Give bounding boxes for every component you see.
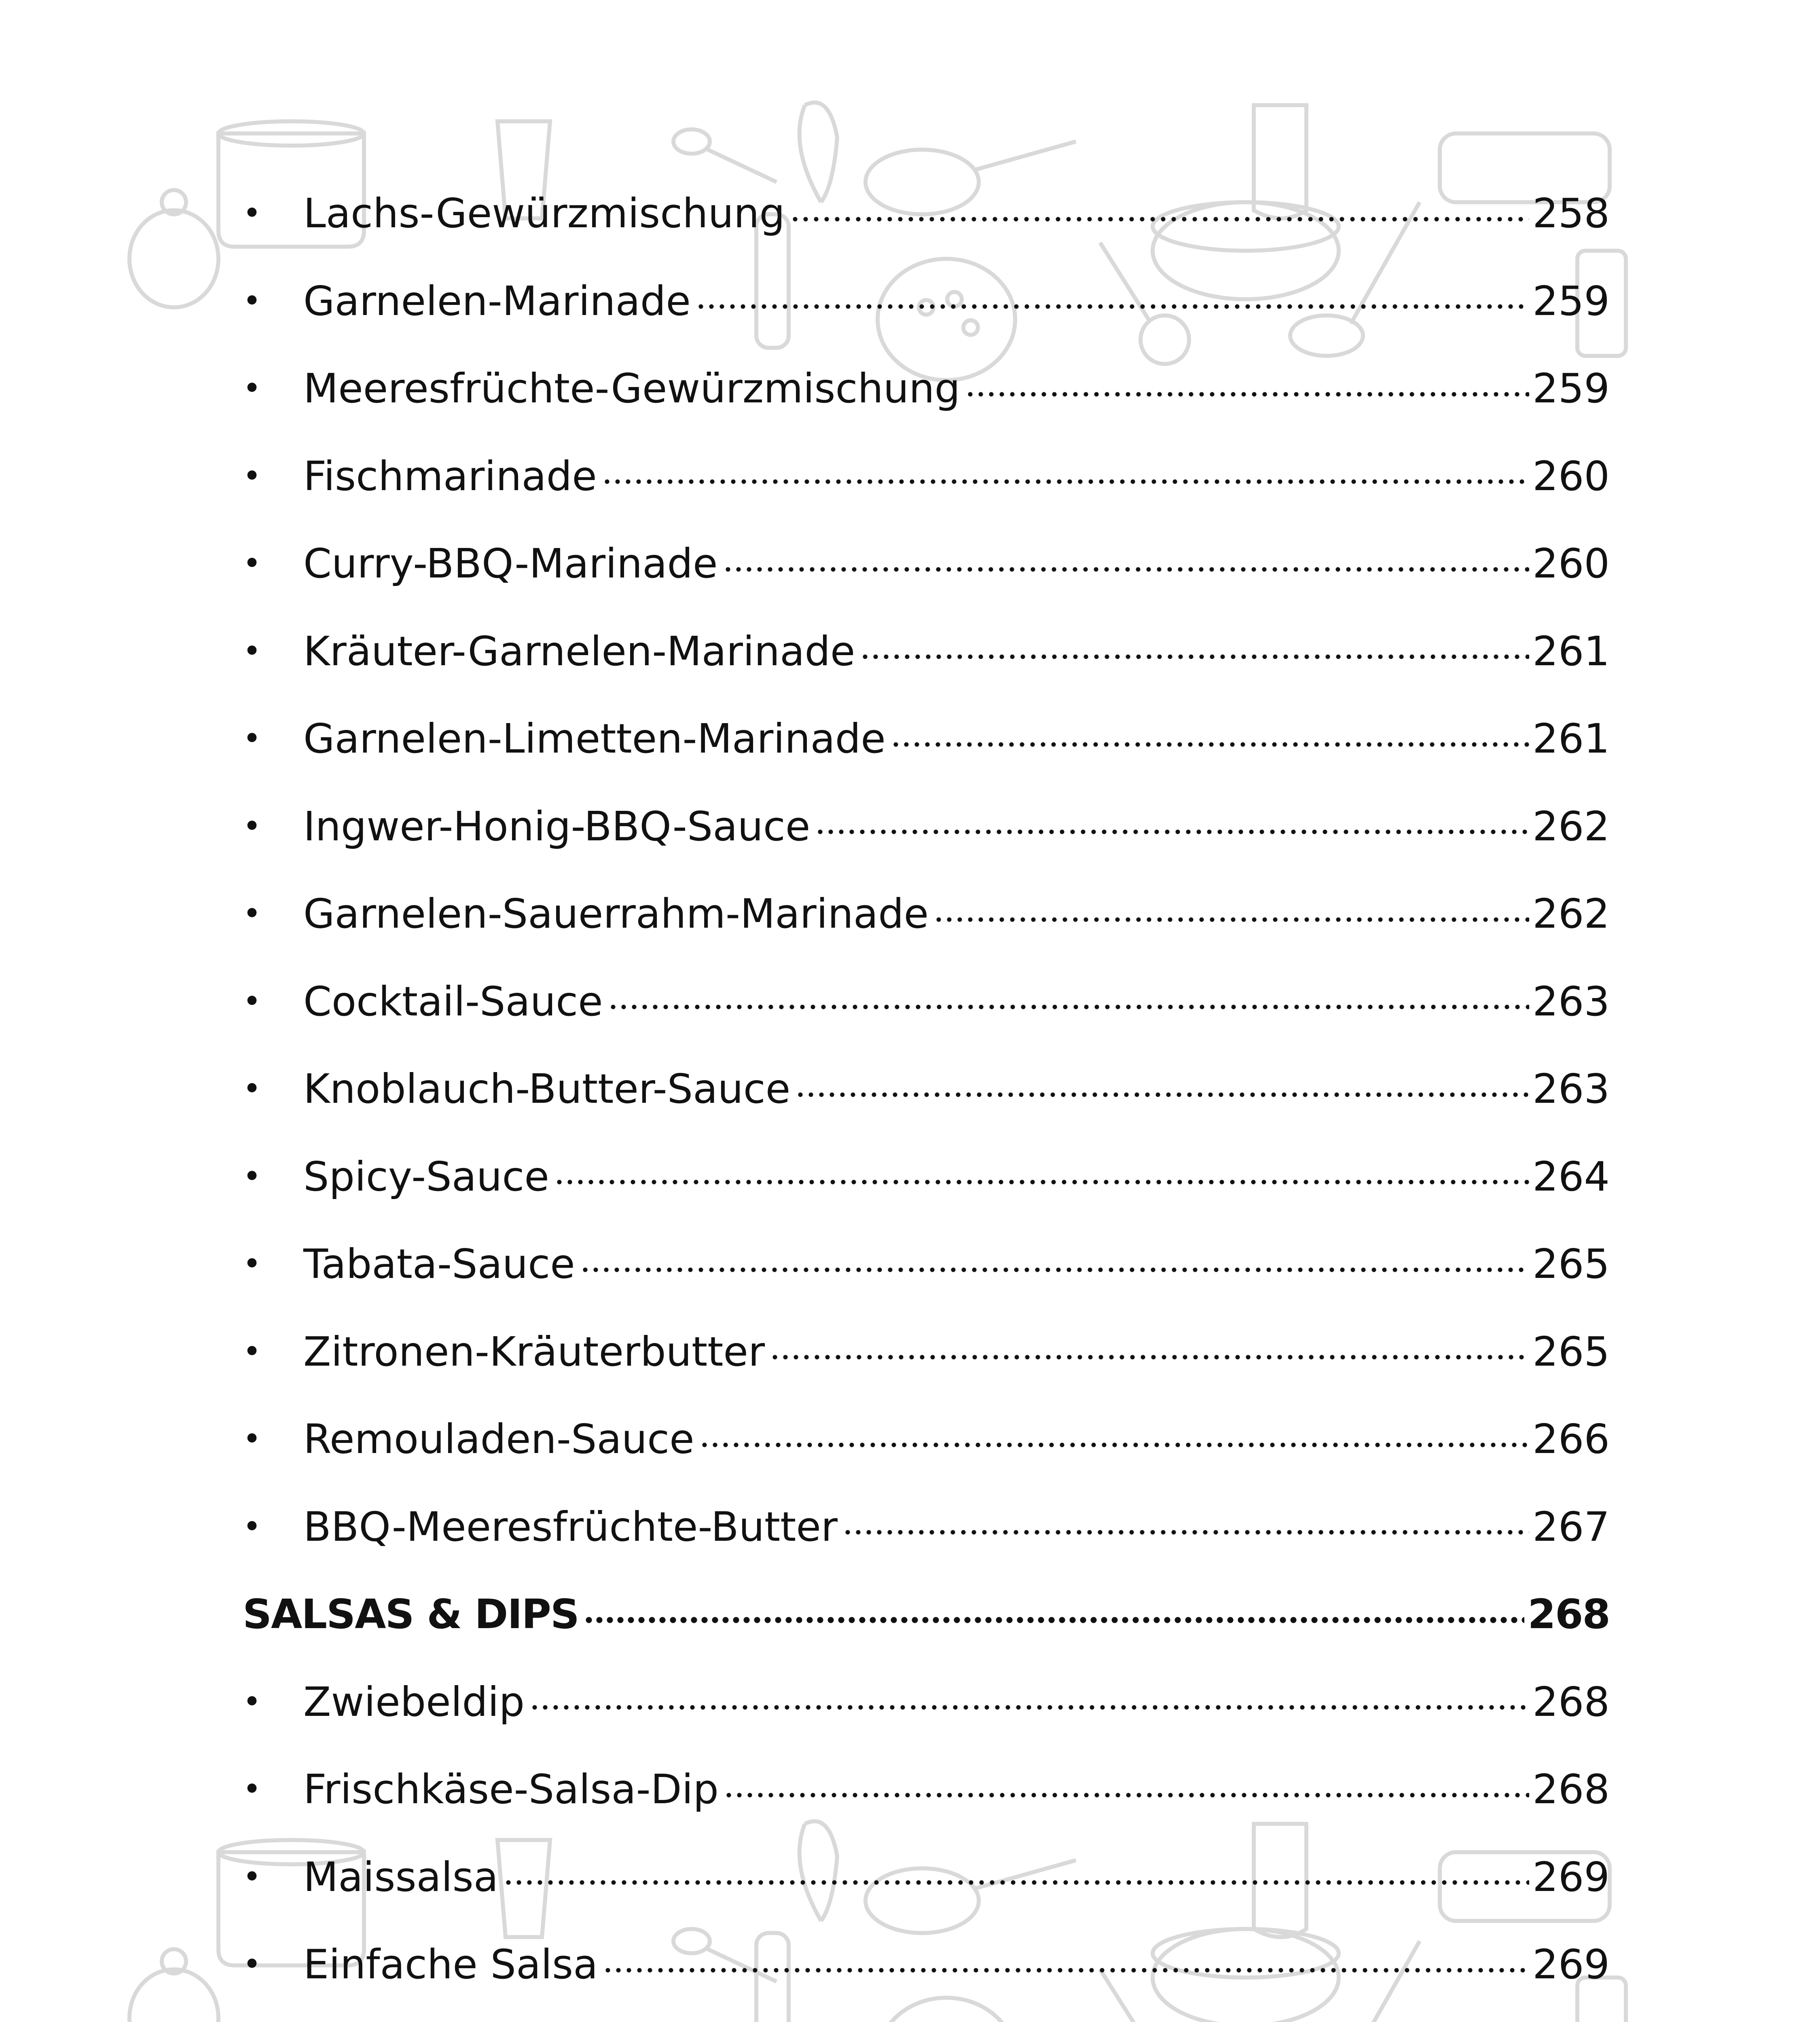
dot-leader (723, 566, 1530, 573)
bullet-icon: • (243, 1246, 262, 1283)
toc-entry[interactable] (243, 783, 1610, 871)
entry-title: Einfache Salsa (303, 1941, 598, 1988)
page-number: 268 (1528, 1591, 1610, 1638)
page-number: 262 (1532, 802, 1610, 850)
bullet-icon: • (243, 633, 262, 670)
dot-leader (584, 1616, 1524, 1624)
toc-entry[interactable] (243, 958, 1610, 1046)
toc-entry[interactable] (243, 433, 1610, 520)
page-number: 266 (1532, 1415, 1610, 1463)
bullet-icon: • (243, 896, 262, 933)
toc-entry[interactable] (243, 1483, 1610, 1571)
page-number: 263 (1532, 977, 1610, 1025)
page-number: 265 (1532, 1240, 1610, 1288)
dot-leader (842, 1529, 1529, 1536)
page-number: 259 (1532, 365, 1610, 412)
page-number: 263 (1532, 1065, 1610, 1113)
bullet-icon: • (243, 546, 262, 582)
dot-leader (696, 303, 1529, 310)
bullet-icon: • (243, 1333, 262, 1370)
entry-title: Zwiebeldip (303, 1678, 525, 1726)
dot-leader (603, 1967, 1529, 1974)
dot-leader (529, 1704, 1529, 1711)
bullet-icon: • (243, 195, 262, 232)
page-number: 267 (1532, 1503, 1610, 1550)
entry-title: Knoblauch-Butter-Sauce (303, 1065, 791, 1113)
dot-leader (790, 216, 1529, 223)
entry-title: Ingwer-Honig-BBQ-Sauce (303, 802, 811, 850)
toc-entry[interactable] (243, 1396, 1610, 1483)
bullet-icon: • (243, 808, 262, 845)
entry-title: Frischkäse-Salsa-Dip (303, 1766, 719, 1813)
bullet-icon: • (243, 1158, 262, 1195)
dot-leader (860, 653, 1529, 660)
bullet-icon: • (243, 1859, 262, 1895)
toc-entry[interactable] (243, 1658, 1610, 1746)
toc-entry[interactable] (243, 170, 1610, 258)
entry-title: Garnelen-Limetten-Marinade (303, 715, 886, 763)
entry-title: BBQ-Meeresfrüchte-Butter (303, 1503, 838, 1550)
toc-entry[interactable] (243, 870, 1610, 958)
page-number: 259 (1532, 277, 1610, 325)
dot-leader (965, 391, 1529, 398)
bullet-icon: • (243, 983, 262, 1020)
entry-title: Spicy-Sauce (303, 1153, 549, 1200)
dot-leader (503, 1879, 1529, 1886)
page-number: 268 (1532, 1766, 1610, 1813)
dot-leader (602, 478, 1529, 485)
toc-entry[interactable] (243, 1834, 1610, 1921)
toc-entry[interactable] (243, 1308, 1610, 1396)
toc-entry[interactable] (243, 608, 1610, 696)
bullet-icon: • (243, 1771, 262, 1808)
toc-entry[interactable] (243, 1746, 1610, 1834)
page-number: 261 (1532, 627, 1610, 675)
page-number: 265 (1532, 1328, 1610, 1375)
table-of-contents (243, 170, 1610, 2022)
bullet-icon: • (243, 1684, 262, 1720)
page-number: 260 (1532, 540, 1610, 588)
bullet-icon: • (243, 1508, 262, 1545)
dot-leader (770, 1354, 1529, 1361)
toc-entry[interactable] (243, 1921, 1610, 2009)
bullet-icon: • (243, 1946, 262, 1983)
page-number: 262 (1532, 890, 1610, 938)
entry-title: Fischmarinade (303, 452, 597, 500)
toc-entry[interactable] (243, 695, 1610, 783)
bullet-icon: • (243, 283, 262, 319)
toc-entry[interactable] (243, 1045, 1610, 1133)
bullet-icon: • (243, 1421, 262, 1458)
dot-leader (699, 1441, 1529, 1449)
toc-entry[interactable] (243, 520, 1610, 608)
entry-title: Curry-BBQ-Marinade (303, 540, 718, 588)
toc-entry[interactable] (243, 1220, 1610, 1308)
toc-entry[interactable] (243, 2009, 1610, 2022)
entry-title: Meeresfrüchte-Gewürzmischung (303, 365, 961, 412)
entry-title: Kräuter-Garnelen-Marinade (303, 627, 855, 675)
toc-entry[interactable] (243, 258, 1610, 345)
page-number: 269 (1532, 1941, 1610, 1988)
entry-title: Maissalsa (303, 1853, 498, 1901)
page-number: 268 (1532, 1678, 1610, 1726)
dot-leader (815, 828, 1529, 835)
dot-leader (724, 1791, 1529, 1799)
bullet-icon: • (243, 458, 262, 495)
entry-title: Lachs-Gewürzmischung (303, 190, 785, 237)
entry-title: Zitronen-Kräuterbutter (303, 1328, 765, 1375)
entry-title: Tabata-Sauce (303, 1240, 575, 1288)
dot-leader (554, 1178, 1529, 1186)
entry-title: Cocktail-Sauce (303, 977, 603, 1025)
bullet-icon: • (243, 370, 262, 407)
entry-title: Garnelen-Sauerrahm-Marinade (303, 890, 929, 938)
dot-leader (795, 1091, 1529, 1098)
bullet-icon: • (243, 721, 262, 757)
entry-title: Remouladen-Sauce (303, 1415, 694, 1463)
dot-leader (580, 1266, 1529, 1273)
page-number: 258 (1532, 190, 1610, 237)
dot-leader (608, 1003, 1529, 1011)
page-number: 260 (1532, 452, 1610, 500)
dot-leader (933, 916, 1529, 923)
page-number: 269 (1532, 1853, 1610, 1901)
entry-title: Garnelen-Marinade (303, 277, 691, 325)
page-number: 264 (1532, 1153, 1610, 1200)
toc-entry[interactable] (243, 345, 1610, 433)
toc-section-heading[interactable] (243, 1571, 1610, 1658)
section-title: SALSAS & DIPS (243, 1591, 579, 1638)
toc-entry[interactable] (243, 1133, 1610, 1221)
bullet-icon: • (243, 1071, 262, 1108)
page-number: 261 (1532, 715, 1610, 763)
dot-leader (891, 741, 1529, 748)
